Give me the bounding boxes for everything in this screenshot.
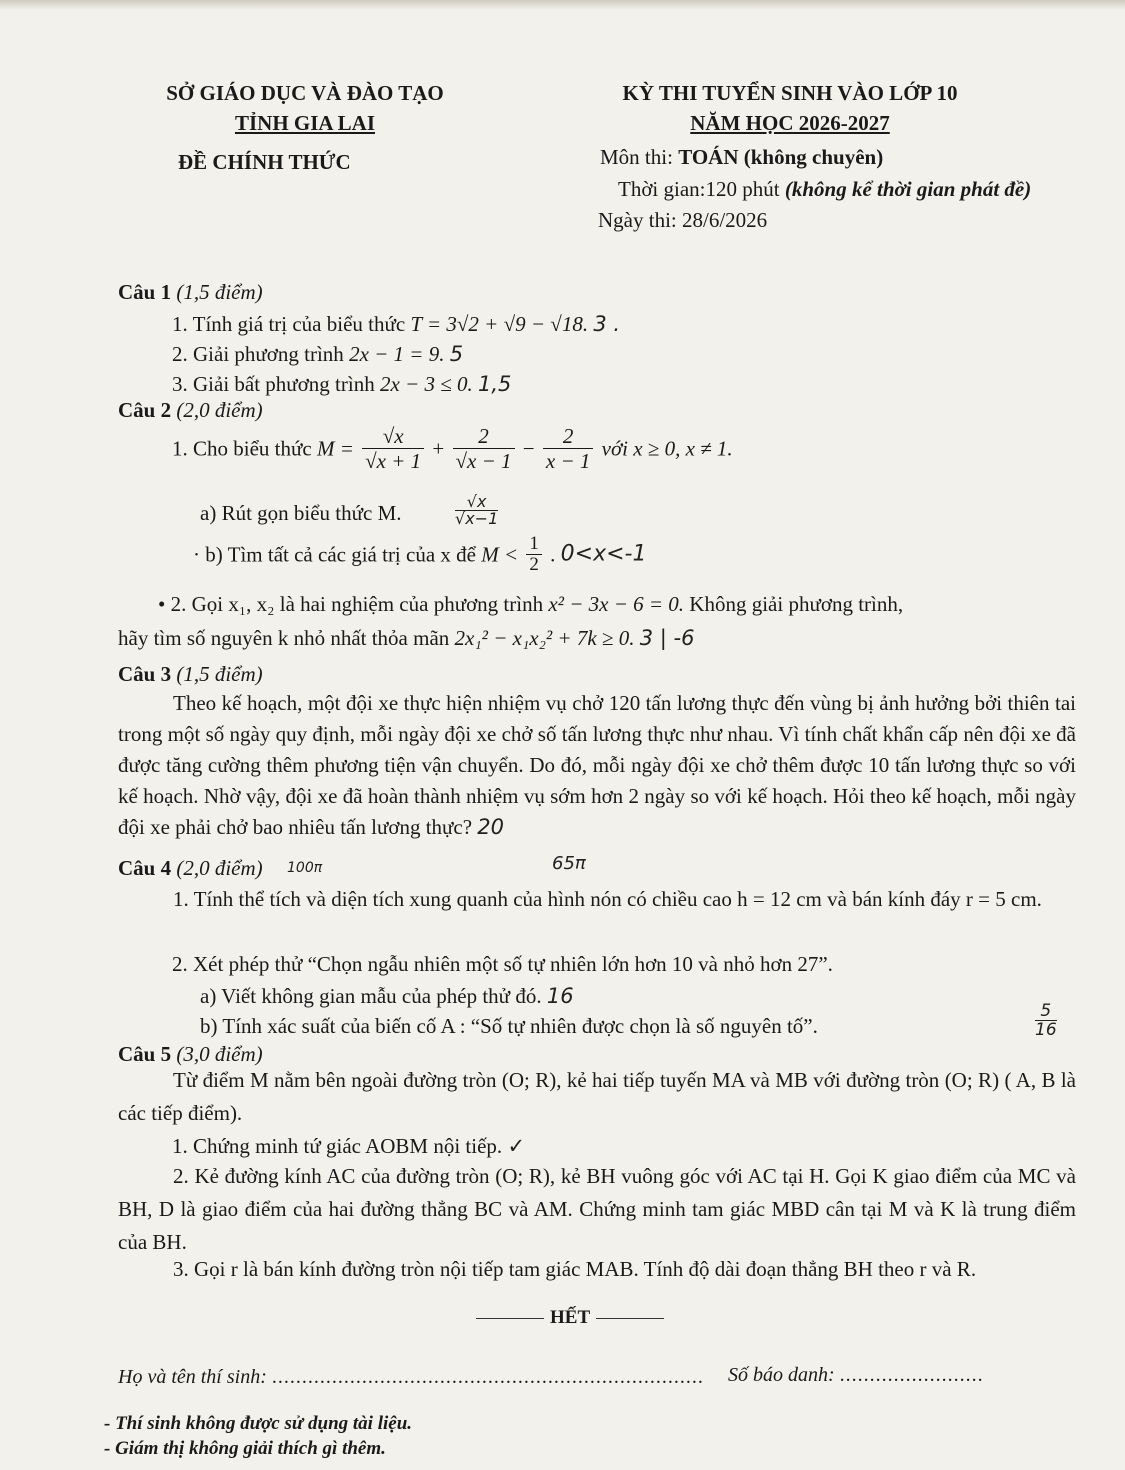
header-left xyxy=(140,78,470,138)
fraction-half: $\frac{1}{2}$ xyxy=(526,534,542,575)
department-name: SỞ GIÁO DỤC VÀ ĐÀO TẠO xyxy=(166,81,444,105)
header-right xyxy=(580,78,1000,138)
end-dash-left xyxy=(476,1318,544,1319)
q1-item2: 2. Giải phương trình 2x − 1 = 9. 5 xyxy=(172,342,464,366)
q3-text: Theo kế hoạch, một đội xe thực hiện nhiệm vụ chở 120 tấn lương thực đến vùng bị ảnh hưởng bởi thiên tai trong một số ngày quy định, mỗi ngày đội xe chở số tấn lương thực như nhau. Vì tính chất khẩn cấp nên đội xe đã được tăng cường thêm phương tiện vận chuyển. Do đó, mỗi ngày đội xe chở thêm được 10 tấn lương thực so với kế hoạch. Nhờ vậy, đội xe đã hoàn thành nhiệm vụ sớm hơn 2 ngày so với kế hoạch. Hỏi theo kế hoạch, mỗi ngày đội xe phải chở bao nhiêu tấn lương thực? 20 xyxy=(118,691,1076,839)
q5-item2: 2. Kẻ đường kính AC của đường tròn (O; R), kẻ BH vuông góc với AC tại H. Gọi K giao điểm của MC và BH, D là giao điểm của hai đường thẳng BC và AM. Chứng minh tam giác MBD cân tại M và K là trung điểm của BH. xyxy=(118,1164,1076,1254)
q4-item2: 2. Xét phép thử “Chọn ngẫu nhiên một số tự nhiên lớn hơn 10 và nhỏ hơn 27”. xyxy=(172,952,833,976)
note-proctor: - Giám thị không giải thích gì thêm. xyxy=(104,1438,386,1459)
q2-item1: 1. Cho biểu thức M = $\frac{√x}{√x + 1}$ + $\frac{2}{√x - 1}$ − $\frac{2}{x - 1}$ với x ≥ 0, x ≠ 1. xyxy=(172,424,733,473)
province-name: TỈNH GIA LAI xyxy=(234,111,376,135)
q4-part-a: a) Viết không gian mẫu của phép thử đó. 16 xyxy=(200,984,574,1008)
q4-handwriting-area: 65π xyxy=(552,853,586,874)
q2-heading: Câu 2 (2,0 điểm) xyxy=(118,398,263,422)
q1-heading: Câu 1 (1,5 điểm) xyxy=(118,280,263,304)
q3-handwriting: 20 xyxy=(477,815,505,839)
exam-title: KỲ THI TUYỂN SINH VÀO LỚP 10 xyxy=(622,81,958,105)
q2-a-handwriting: √x √x−1 xyxy=(455,492,499,528)
q2-part-b: · b) Tìm tất cả các giá trị của x để M < $\frac{1}{2}$ . 0<x<-1 xyxy=(193,533,647,575)
candidate-number-line: Số báo danh: ........................ xyxy=(728,1364,984,1386)
q3-heading: Câu 3 (1,5 điểm) xyxy=(118,662,263,686)
scan-edge xyxy=(0,0,1125,10)
official-label: ĐỀ CHÍNH THỨC xyxy=(178,150,351,174)
exam-date: Ngày thi: 28/6/2026 xyxy=(598,208,768,232)
q4-part-b: b) Tính xác suất của biến cố A : “Số tự nhiên được chọn là số nguyên tố”. xyxy=(200,1014,818,1038)
q5-heading: Câu 5 (3,0 điểm) xyxy=(118,1042,263,1066)
fraction-3: $\frac{2}{x - 1}$ xyxy=(543,424,594,473)
q5-intro: Từ điểm M nằm bên ngoài đường tròn (O; R), kẻ hai tiếp tuyến MA và MB với đường tròn (O; R) ( A, B là các tiếp điểm). xyxy=(118,1068,1076,1125)
end-marker: HẾT xyxy=(470,1307,670,1329)
q2-part-a: a) Rút gọn biểu thức M. xyxy=(200,501,402,525)
subject-line: Môn thi: TOÁN (không chuyên) xyxy=(600,145,884,169)
q2-item2-line2: hãy tìm số nguyên k nhỏ nhất thỏa mãn 2x₁² − x₁x₂² + 7k ≥ 0. 3 | -6 xyxy=(118,626,695,650)
q4-item1: 1. Tính thể tích và diện tích xung quanh của hình nón có chiều cao h = 12 cm và bán kính đáy r = 5 cm. xyxy=(173,887,1042,911)
note-materials: - Thí sinh không được sử dụng tài liệu. xyxy=(104,1413,413,1434)
time-line: Thời gian:120 phút (không kể thời gian phát đề) xyxy=(618,177,1032,201)
q4-handwriting-volume: 100π xyxy=(287,860,323,876)
candidate-name-line: Họ và tên thí sinh: ........................................................................ xyxy=(118,1366,704,1388)
q1-item1: 1. Tính giá trị của biểu thức T = 3√2 + √9 − √18. 3 . xyxy=(172,312,621,336)
q4-b-handwriting: 5 16 xyxy=(1035,1001,1057,1040)
q4-heading: Câu 4 (2,0 điểm) xyxy=(118,856,263,880)
q5-item3: 3. Gọi r là bán kính đường tròn nội tiếp tam giác MAB. Tính độ dài đoạn thẳng BH theo r và R. xyxy=(173,1257,977,1281)
q1-item3: 3. Giải bất phương trình 2x − 3 ≤ 0. 1,5 xyxy=(172,372,512,396)
q2-item2-line1: • 2. Gọi x₁, x₂ là hai nghiệm của phương trình x² − 3x − 6 = 0. Không giải phương trình, xyxy=(158,592,904,616)
fraction-2: $\frac{2}{√x - 1}$ xyxy=(453,424,515,473)
school-year: NĂM HỌC 2026-2027 xyxy=(690,111,890,135)
end-dash-right xyxy=(596,1318,664,1319)
q5-item1: 1. Chứng minh tứ giác AOBM nội tiếp. ✓ xyxy=(172,1134,526,1158)
fraction-1: $\frac{√x}{√x + 1}$ xyxy=(362,424,424,473)
